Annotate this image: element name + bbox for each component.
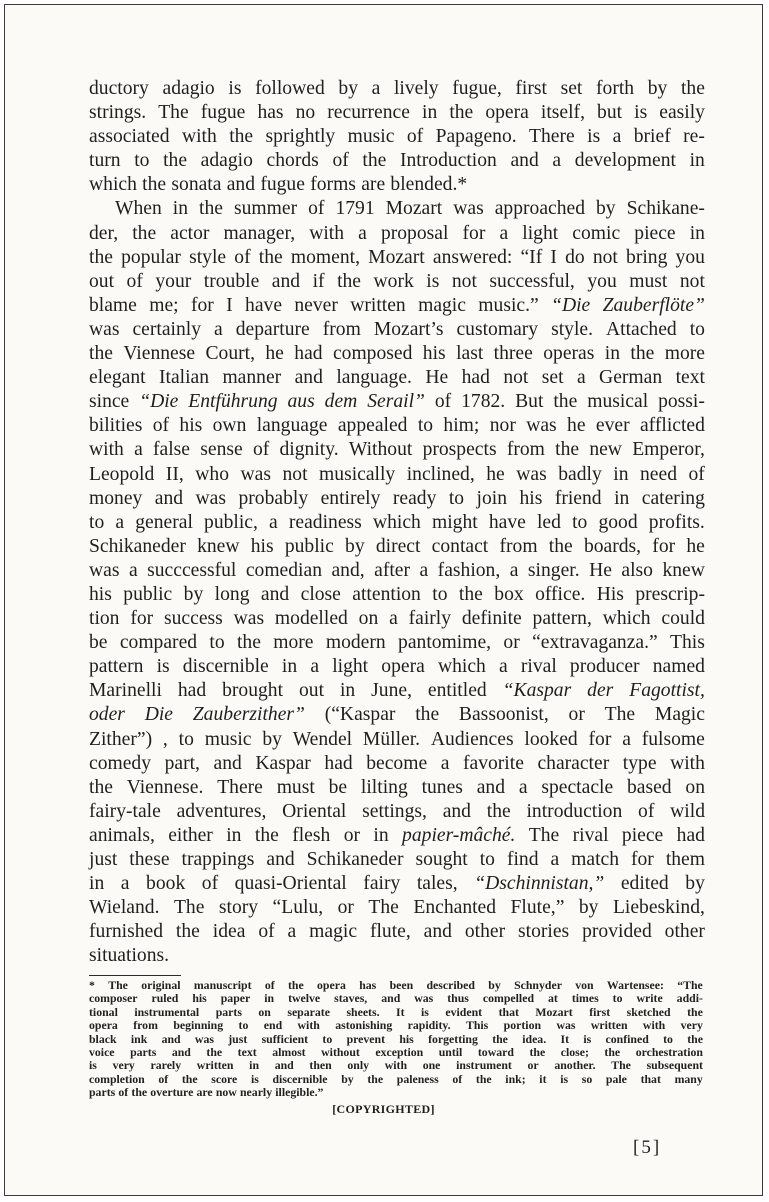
text-line: Marinelli had brought out in June, entitled “Kaspar der Fagottist, — [89, 680, 705, 702]
text-line: animals, either in the flesh or in papier-mâché. The rival piece had — [89, 824, 705, 846]
text-line: comedy part, and Kaspar had become a favorite character type with — [89, 752, 705, 774]
text-line: Leopold II, who was not musically inclined, he was badly in need of — [89, 463, 705, 485]
footnote-line: completion of the score is discernible by the paleness of the ink; it is so pale that many — [89, 1071, 703, 1086]
text-line: since “Die Entführung aus dem Serail” of 1782. But the musical possi- — [89, 391, 705, 413]
text-line: the popular style of the moment, Mozart answered: “If I do not bring you — [89, 246, 705, 268]
text-line: with a false sense of dignity. Without prospects from the new Emperor, — [89, 439, 705, 461]
text-line: turn to the adagio chords of the Introduction and a development in — [89, 150, 705, 172]
text-line: in a book of quasi-Oriental fairy tales, “Dschinnistan,” edited by — [89, 873, 705, 895]
text-line: fairy-tale adventures, Oriental settings, and the introduction of wild — [89, 800, 705, 822]
text-line: blame me; for I have never written magic music.” “Die Zauberflöte” — [89, 294, 705, 316]
footnote-line: tional instrumental parts on separate sheets. It is evident that Mozart first sketched the — [89, 1004, 703, 1019]
text-line: Zither”) , to music by Wendel Müller. Audiences looked for a fulsome — [89, 728, 705, 750]
text-line: the Viennese Court, he had composed his last three operas in the more — [89, 343, 705, 365]
footnote-line: is very rarely written in and then only with one instrument or another. The subsequent — [89, 1058, 703, 1073]
footnote-line: opera from beginning to end with astonishing rapidity. This portion was written with very — [89, 1018, 703, 1033]
document-page — [4, 4, 763, 1196]
footnote-rule — [89, 975, 181, 976]
text-line: Wieland. The story “Lulu, or The Enchanted Flute,” by Liebeskind, — [89, 897, 705, 919]
footnote-line: voice parts and the text almost without exception until toward the close; the orchestration — [89, 1044, 703, 1059]
text-line: tion for success was modelled on a fairly definite pattern, which could — [89, 608, 705, 630]
text-line: out of your trouble and if the work is not successful, you must not — [89, 270, 705, 292]
text-line: When in the summer of 1791 Mozart was approached by Schikane- — [115, 198, 705, 220]
text-line: just these trappings and Schikaneder sought to find a match for them — [89, 849, 705, 870]
text-line: to a general public, a readiness which might have led to good profits. — [89, 511, 705, 533]
copyright-notice: [COPYRIGHTED] — [332, 1102, 435, 1116]
text-line: oder Die Zauberzither” (“Kaspar the Bassoonist, or The Magic — [89, 704, 705, 726]
text-line: associated with the sprightly music of Papageno. There is a brief re- — [89, 126, 705, 148]
text-line: bilities of his own language appealed to him; nor was he ever afflicted — [89, 415, 705, 437]
text-line: be compared to the more modern pantomime, or “extravaganza.” This — [89, 632, 705, 654]
text-line: money and was probably entirely ready to join his friend in catering — [89, 487, 705, 509]
text-line: which the sonata and fugue forms are blended.* — [89, 174, 468, 196]
footnote-line: * The original manuscript of the opera has been described by Schnyder von Wartensee: “The — [89, 978, 703, 992]
text-line: ductory adagio is followed by a lively fugue, first set forth by the — [89, 78, 705, 99]
text-line: der, the actor manager, with a proposal for a light comic piece in — [89, 222, 705, 244]
text-line: strings. The fugue has no recurrence in the opera itself, but is easily — [89, 102, 705, 124]
text-line: situations. — [89, 945, 170, 967]
text-line: his public by long and close attention to the box office. His prescrip- — [89, 583, 705, 605]
text-line: Schikaneder knew his public by direct contact from the boards, for he — [89, 535, 705, 557]
body-text — [89, 77, 705, 968]
text-line: was a succcessful comedian and, after a fashion, a singer. He also knew — [89, 559, 705, 581]
text-line: was certainly a departure from Mozart’s customary style. Attached to — [89, 318, 705, 340]
footnote-line: composer ruled his paper in twelve staves, and was thus compelled at times to write addi- — [89, 991, 703, 1006]
text-line: pattern is discernible in a light opera which a rival producer named — [89, 656, 705, 678]
page-number: [5] — [633, 1137, 662, 1158]
text-line: furnished the idea of a magic flute, and other stories provided other — [89, 921, 705, 943]
text-line: elegant Italian manner and language. He had not set a German text — [89, 367, 705, 389]
footnote-line: black ink and was just sufficient to prevent his forgetting the idea. It is confined to the — [89, 1031, 703, 1046]
footnote — [89, 979, 703, 1100]
text-line: the Viennese. There must be lilting tunes and a spectacle based on — [89, 776, 705, 798]
footnote-line: parts of the overture are now nearly illegible.” — [89, 1085, 324, 1100]
